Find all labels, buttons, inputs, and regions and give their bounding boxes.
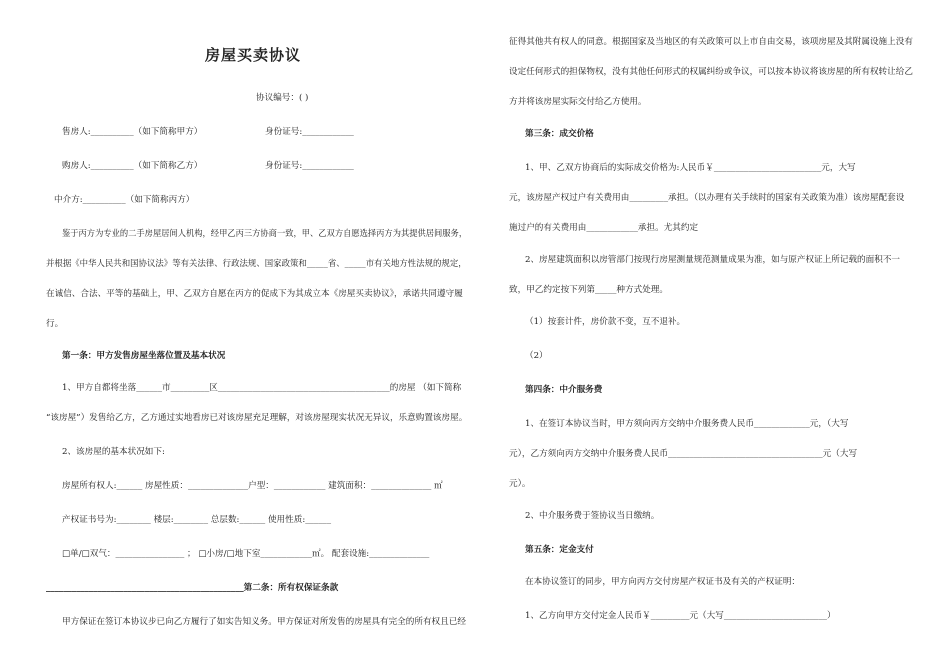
seller-line: 售房人:__________（如下简称甲方） — [62, 127, 203, 137]
article-4-line-2: 元），乙方须向丙方交纳中介服务费人民币____________________________________元（大写 — [509, 449, 858, 459]
seller-id-line: 身份证号:____________ — [265, 127, 354, 137]
article-4-line-4: 2、中介服务费于签协议当日缴纳。 — [525, 511, 660, 521]
article-3-line-2: 元，该房屋产权过户有关费用由_________承担。（以办理有关手续时的国家有关政策为准）该房屋配套设 — [509, 193, 905, 203]
article-3-line-4: 2、房屋建筑面积以房管部门按现行房屋测量规范测量成果为准，如与原产权证上所记载的面积不一 — [525, 255, 901, 265]
article-2-line-2: 征得其他共有权人的同意。根据国家及当地区的有关政策可以上市自由交易，该项房屋及其附属设施上没有 — [509, 37, 913, 47]
agent-line: 中介方:__________（如下简称丙方） — [54, 195, 195, 205]
article-5-heading: 第五条：定金支付 — [525, 545, 594, 555]
article-5-line-2: 1、乙方向甲方交付定金人民币￥_________元（大写________________________） — [525, 611, 836, 621]
article-4-line-3: 元）。 — [509, 479, 531, 489]
buyer-line: 购房人:__________（如下简称乙方） — [62, 161, 203, 171]
article-1-line-1: 1、甲方自都将坐落______市_________区________________________________________的房屋 （如下简称 — [62, 383, 462, 393]
option-2-line: （2） — [525, 351, 548, 361]
certificate-line: 产权证书号为:________ 楼层:________ 总层数:______ 使用性质:______ — [62, 515, 331, 525]
buyer-id-line: 身份证号:____________ — [265, 161, 354, 171]
article-4-line-1: 1、在签订本协议当时，甲方须向丙方交纳中介服务费人民币_____________元，（大写 — [525, 419, 849, 429]
article-3-line-5: 致，甲乙约定按下列第_____种方式处理。 — [509, 285, 668, 295]
article-2-heading: ______________________________________________第二条：所有权保证条款 — [46, 583, 339, 593]
article-1-heading: 第一条：甲方发售房屋坐落位置及基本状况 — [62, 351, 226, 361]
document-title: 房屋买卖协议 — [205, 46, 302, 64]
right-page — [475, 0, 950, 672]
article-3-line-3: 施过户的有关费用由____________承担。尤其约定 — [509, 223, 699, 233]
facilities-line: □单/□双气：________________ ； □小房/□地下室____________㎡。 配套设施:______________ — [62, 549, 430, 559]
article-2-line-3: 设定任何形式的担保物权，没有其他任何形式的权属纠纷或争议，可以按本协议将该房屋的所有权转让给乙 — [509, 67, 913, 77]
preamble-line-4: 行。 — [46, 319, 64, 329]
article-3-heading: 第三条：成交价格 — [525, 129, 594, 139]
option-1-line: （1）按套计件，房价款不变，互不退补。 — [525, 317, 686, 327]
property-details-line: 房屋所有权人:______ 房屋性质：______________户型：____________ 建筑面积：______________ ㎡ — [62, 481, 443, 491]
agreement-number: 协议编号：( ) — [256, 93, 309, 103]
article-1-line-2: “该房屋”）发售给乙方，乙方通过实地看房已对该房屋充足理解，对该房屋现实状况无异议，乐意购置该房屋。 — [46, 413, 468, 423]
article-3-line-1: 1、甲、乙双方协商后的实际成交价格为:人民币￥_________________________元，大写 — [525, 163, 856, 173]
article-2-line-4: 方并将该房屋实际交付给乙方使用。 — [509, 97, 647, 107]
article-4-heading: 第四条：中介服务费 — [525, 385, 603, 395]
article-2-line-1: 甲方保证在签订本协议步已向乙方履行了如实告知义务。甲方保证对所发售的房屋具有完全的所有权且已经 — [62, 617, 466, 627]
article-5-line-1: 在本协议签订的同步，甲方向丙方交付房屋产权证书及有关的产权证明： — [525, 577, 801, 587]
preamble-line-1: 鉴于丙方为专业的二手房屋居间人机构，经甲乙丙三方协商一致，甲、乙双方自愿选择丙方为其提供居间服务， — [62, 229, 468, 239]
preamble-line-3: 在诚信、合法、平等的基础上，甲、乙双方自愿在丙方的促成下为其成立本《房屋买卖协议》，承诺共同遵守履 — [46, 289, 463, 299]
article-1-line-3: 2、该房屋的基本状况如下: — [62, 447, 165, 457]
preamble-line-2: 并根据《中华人民共和国协议法》等有关法律、行政法规、国家政策和_____省、_____市有关地方性法规的规定， — [46, 259, 467, 269]
